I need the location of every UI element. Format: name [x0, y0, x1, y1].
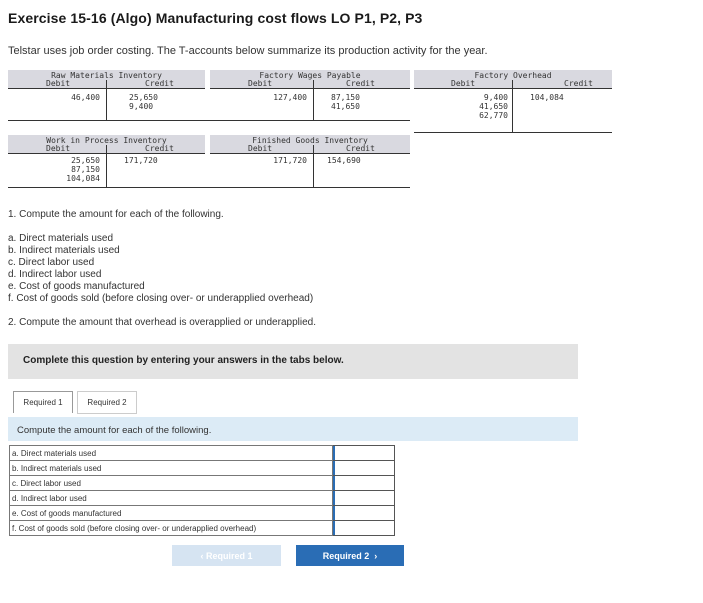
debit-label: Debit [248, 79, 273, 88]
t-account-factory-wages [210, 70, 410, 120]
credit-value: 25,650 [129, 93, 158, 102]
question-2: 2. Compute the amount that overhead is overapplied or underapplied. [8, 317, 316, 328]
credit-value: 104,084 [530, 93, 564, 102]
credit-label: Credit [145, 144, 174, 153]
table-row [10, 521, 395, 536]
question-item: e. Cost of goods manufactured [8, 281, 145, 292]
tab-required-2[interactable]: Required 2 [77, 391, 137, 414]
question-item: c. Direct labor used [8, 257, 95, 268]
tab-required-1[interactable]: Required 1 [13, 391, 73, 413]
debit-value: 46,400 [71, 93, 100, 102]
t-account-name: Raw Materials Inventory [51, 71, 162, 80]
cost-of-goods-sold-input[interactable] [333, 521, 394, 535]
tab-instruction-bar [8, 417, 578, 441]
credit-value: 41,650 [331, 102, 360, 111]
table-row [10, 446, 395, 461]
table-row [10, 476, 395, 491]
question-items [8, 233, 313, 305]
debit-value: 171,720 [273, 156, 307, 165]
answer-table [9, 445, 395, 536]
chevron-right-icon: › [369, 550, 378, 561]
debit-value: 87,150 [71, 165, 100, 174]
debit-value: 25,650 [71, 156, 100, 165]
t-account-raw-materials [8, 70, 205, 120]
row-label: b. Indirect materials used [10, 461, 333, 476]
table-row [10, 461, 395, 476]
debit-value: 127,400 [273, 93, 307, 102]
credit-value: 171,720 [124, 156, 158, 165]
chevron-left-icon: ‹ [200, 550, 206, 561]
t-account-work-in-process [8, 135, 205, 187]
table-row [10, 491, 395, 506]
credit-value: 9,400 [129, 102, 154, 111]
page-title: Exercise 15-16 (Algo) Manufacturing cost flows LO P1, P2, P3 [8, 10, 423, 26]
debit-value: 41,650 [479, 102, 508, 111]
credit-label: Credit [346, 79, 375, 88]
debit-label: Debit [248, 144, 273, 153]
row-label: f. Cost of goods sold (before closing over- or underapplied overhead) [10, 521, 333, 536]
credit-label: Credit [564, 79, 593, 88]
t-account-name: Work in Process Inventory [46, 136, 167, 145]
intro-text: Telstar uses job order costing. The T-accounts below summarize its production activity for the year. [8, 45, 488, 57]
row-label: a. Direct materials used [10, 446, 333, 461]
debit-value: 62,770 [479, 111, 508, 120]
question-1: 1. Compute the amount for each of the following. [8, 209, 224, 220]
question-item: d. Indirect labor used [8, 269, 102, 280]
t-account-name: Factory Overhead [474, 71, 552, 80]
row-label: c. Direct labor used [10, 476, 333, 491]
indirect-labor-input[interactable] [333, 491, 394, 505]
cost-of-goods-manufactured-input[interactable] [333, 506, 394, 520]
credit-label: Credit [145, 79, 174, 88]
debit-value: 9,400 [483, 93, 508, 102]
instructions-banner [8, 344, 578, 379]
credit-label: Credit [346, 144, 375, 153]
t-account-name: Factory Wages Payable [259, 71, 361, 80]
credit-value: 87,150 [331, 93, 360, 102]
direct-labor-input[interactable] [333, 476, 394, 490]
credit-value: 154,690 [327, 156, 361, 165]
t-account-finished-goods [210, 135, 410, 187]
prev-tab-button[interactable]: ‹ Required 1 [172, 545, 281, 566]
question-item: f. Cost of goods sold (before closing over- or underapplied overhead) [8, 293, 314, 304]
next-tab-button[interactable]: Required 2 › [296, 545, 404, 566]
tab-instruction-text: Compute the amount for each of the following. [17, 425, 212, 436]
debit-label: Debit [46, 144, 71, 153]
question-item: b. Indirect materials used [8, 245, 120, 256]
question-item: a. Direct materials used [8, 233, 114, 244]
table-row [10, 506, 395, 521]
row-label: d. Indirect labor used [10, 491, 333, 506]
debit-label: Debit [46, 79, 71, 88]
debit-value: 104,084 [66, 174, 100, 183]
row-label: e. Cost of goods manufactured [10, 506, 333, 521]
t-account-name: Finished Goods Inventory [252, 136, 368, 145]
t-account-factory-overhead [414, 70, 612, 132]
indirect-materials-input[interactable] [333, 461, 394, 475]
debit-label: Debit [451, 79, 476, 88]
banner-text: Complete this question by entering your answers in the tabs below. [23, 355, 344, 366]
direct-materials-input[interactable] [333, 446, 394, 460]
